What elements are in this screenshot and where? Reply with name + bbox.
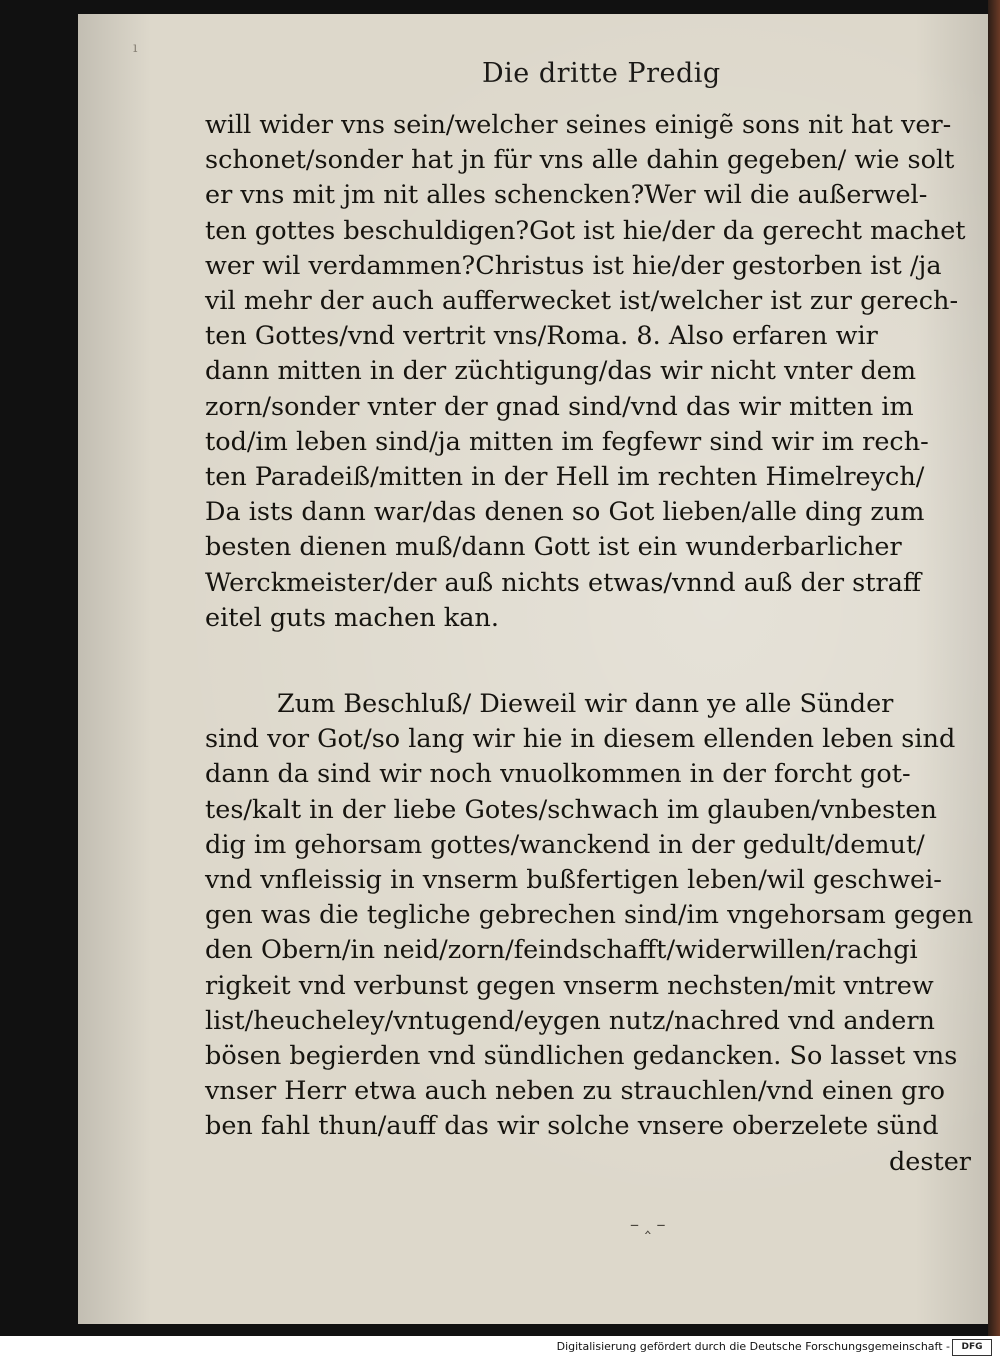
text-line: dann mitten in der züchtigung/das wir nicht vnter dem xyxy=(205,356,917,387)
text-line: ten Gottes/vnd vertrit vns/Roma. 8. Also erfaren wir xyxy=(205,321,878,352)
text-line: zorn/sonder vnter der gnad sind/vnd das wir mitten im xyxy=(205,391,914,422)
text-line: eitel guts machen kan. xyxy=(205,602,499,633)
text-line: den Obern/in neid/zorn/feindschafft/widerwillen/rachgi xyxy=(205,935,918,966)
margin-mark: ı xyxy=(133,40,138,56)
text-line: dig im gehorsam gottes/wanckend in der gedult/demut/ xyxy=(205,829,925,860)
text-line: tes/kalt in der liebe Gotes/schwach im glauben/vnbesten xyxy=(205,794,937,825)
paragraph-2 xyxy=(205,687,975,1180)
text-line: schonet/sonder hat jn für vns alle dahin gegeben/ wie solt xyxy=(205,145,955,176)
text-line: list/heucheley/vntugend/eygen nutz/nachred vnd andern xyxy=(205,1005,935,1036)
text-line: rigkeit vnd verbunst gegen vnserm nechsten/mit vntrew xyxy=(205,970,934,1001)
catchword: dester xyxy=(888,1146,971,1177)
text-line: bösen begierden vnd sündlichen gedancken. So lasset vns xyxy=(205,1041,958,1072)
funding-credit: Digitalisierung gefördert durch die Deutsche Forschungsgemeinschaft - xyxy=(556,1340,950,1353)
text-line: vnd vnfleissig in vnserm bußfertigen leben/wil geschwei- xyxy=(205,865,942,896)
text-line: dann da sind wir noch vnuolkommen in der forcht got- xyxy=(205,759,911,790)
dfg-logo: DFG xyxy=(952,1339,992,1356)
running-head: Die dritte Predig xyxy=(482,58,721,89)
book-edge xyxy=(988,0,1000,1336)
text-line: ben fahl thun/auff das wir solche vnsere oberzelete sünd xyxy=(205,1111,939,1142)
footer-bar xyxy=(0,1336,1000,1359)
text-line: ten Paradeiß/mitten in der Hell im rechten Himelreych/ xyxy=(205,462,925,493)
text-line: wer wil verdammen?Christus ist hie/der gestorben ist /ja xyxy=(205,250,942,281)
text-line: vnser Herr etwa auch neben zu strauchlen/vnd einen gro xyxy=(205,1076,945,1107)
text-line: Werckmeister/der auß nichts etwas/vnnd auß der straff xyxy=(205,567,922,598)
text-line: sind vor Got/so lang wir hie in diesem ellenden leben sind xyxy=(205,724,956,755)
paragraph-1 xyxy=(205,108,975,636)
text-line: vil mehr der auch aufferwecket ist/welcher ist zur gerech- xyxy=(205,286,959,317)
text-line: er vns mit jm nit alles schencken?Wer wil die außerwel- xyxy=(205,180,928,211)
text-line: ten gottes beschuldigen?Got ist hie/der da gerecht machet xyxy=(205,215,966,246)
text-line: Zum Beschluß/ Dieweil wir dann ye alle Sünder xyxy=(277,689,894,719)
text-line: will wider vns sein/welcher seines einigẽ sons nit hat ver- xyxy=(205,110,952,140)
text-line: Da ists dann war/das denen so Got lieben/alle ding zum xyxy=(205,497,925,528)
text-line: gen was die tegliche gebrechen sind/im vngehorsam gegen xyxy=(205,900,974,931)
text-line: besten dienen muß/dann Gott ist ein wunderbarlicher xyxy=(205,532,902,563)
text-line: tod/im leben sind/ja mitten im fegfewr sind wir im rech- xyxy=(205,426,929,457)
page-ornament: – ‸ – xyxy=(630,1214,666,1235)
